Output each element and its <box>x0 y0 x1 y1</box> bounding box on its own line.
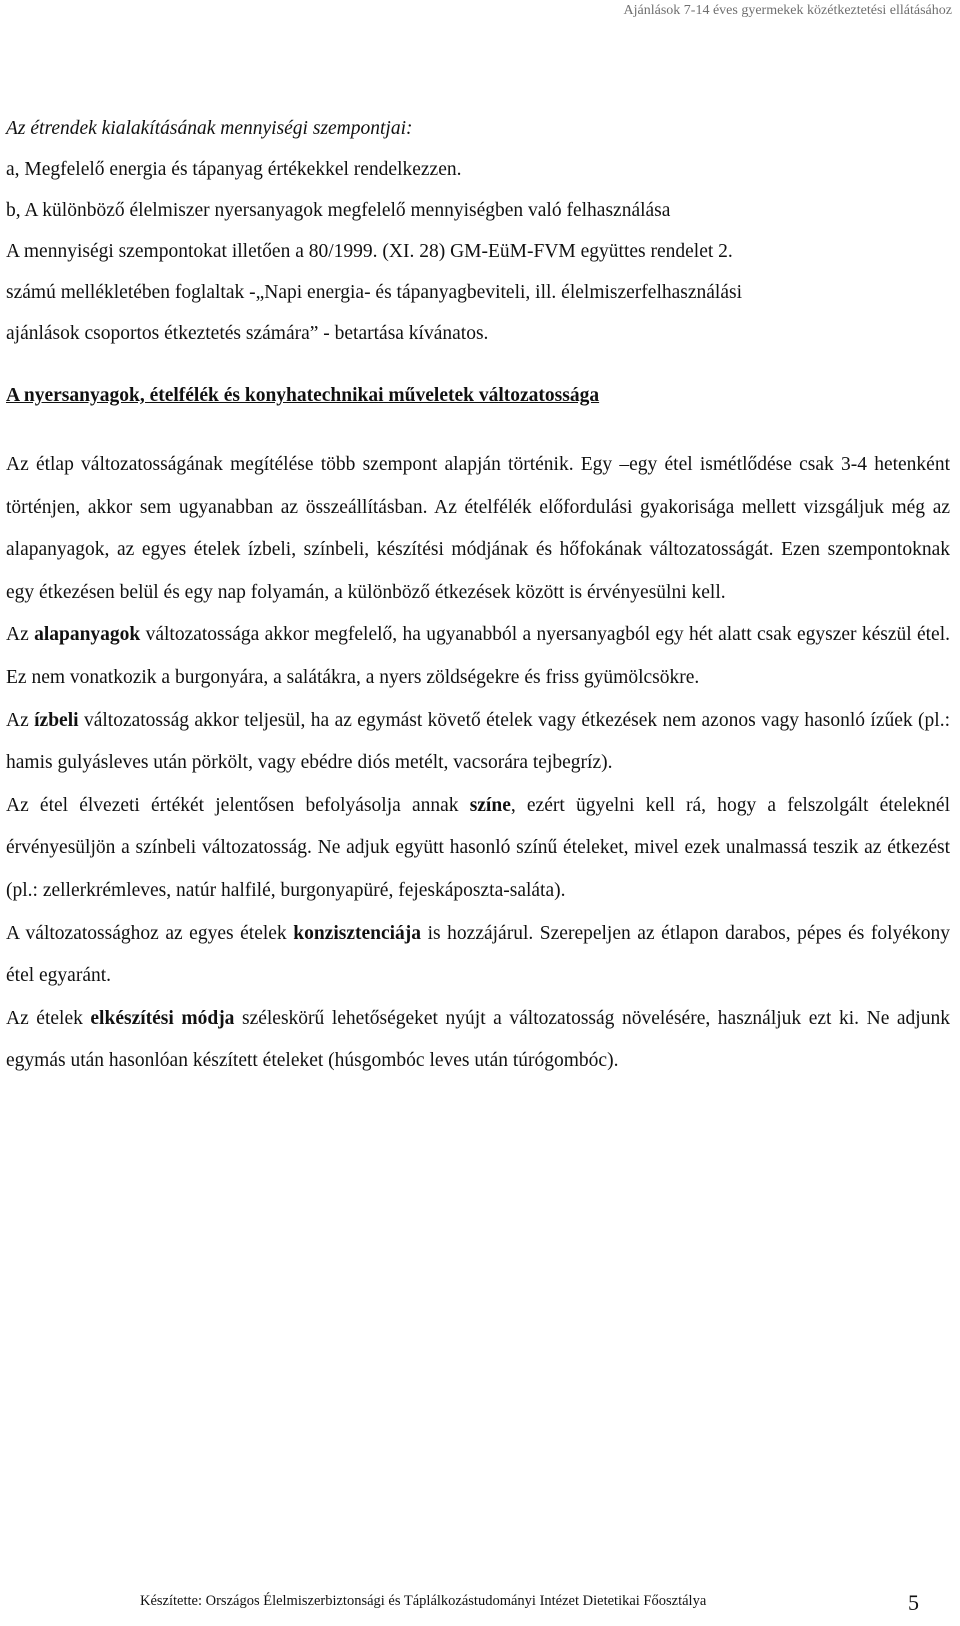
page-number: 5 <box>908 1590 919 1615</box>
emphasis-consistency: konzisztenciája <box>293 922 422 944</box>
intro-block <box>6 108 950 354</box>
footer-credit: Készítette: Országos Élelmiszerbiztonsági és Táplálkozástudományi Intézet Dietetikai Főosztálya <box>140 1593 707 1609</box>
running-header: Ajánlások 7-14 éves gyermekek közétkeztetési ellátásához <box>623 3 952 18</box>
section-title: A nyersanyagok, ételfélék és konyhatechnikai műveletek változatossága <box>6 385 600 406</box>
intro-item-b: b, A különböző élelmiszer nyersanyagok megfelelő mennyiségben való felhasználása <box>6 200 671 221</box>
emphasis-preparation: elkészítési módja <box>90 1007 235 1029</box>
emphasis-color: színe <box>469 794 511 816</box>
intro-heading: Az étrendek kialakításának mennyiségi szempontjai: <box>6 118 413 139</box>
page-content <box>6 108 950 1083</box>
paragraph-consistency: A változatossághoz az egyes ételek konzisztenciája is hozzájárul. Szerepeljen az étlapon darabos, pépes és folyékony étel egyaránt. <box>6 922 950 987</box>
emphasis-ingredients: alapanyagok <box>34 624 141 646</box>
paragraph-color: Az étel élvezeti értékét jelentősen befolyásolja annak színe, ezért ügyelni kell rá, hogy a felszolgált ételeknél érvényesüljön a színbeli változatosság. Ne adjuk együtt hasonló színű ételeket, mivel ezek unalmassá teszik az étkezést (pl.: zellerkrémleves, natúr halfilé, burgonyapüré, fejeskáposzta-saláta). <box>6 794 950 901</box>
paragraph-variety-overview: Az étlap változatosságának megítélése több szempont alapján történik. Egy –egy étel ismétlődése csak 3-4 hetenként történjen, akkor sem ugyanabban az összeállításban. Az ételfélék előfordulási gyakorisága mellett vizsgáljuk még az alapanyagok, az egyes ételek ízbeli, színbeli, készítési módjának és hőfokának változatosságát. Ezen szempontoknak egy étkezésen belül és egy nap folyamán, a különböző étkezések között is érvényesülni kell. <box>6 454 950 603</box>
intro-item-a: a, Megfelelő energia és tápanyag értékekkel rendelkezzen. <box>6 159 462 180</box>
regulation-line-2: számú mellékletében foglaltak -„Napi energia- és tápanyagbeviteli, ill. élelmiszerfelhasználási <box>6 282 742 303</box>
body-text <box>6 444 950 1083</box>
paragraph-preparation: Az ételek elkészítési módja széleskörű lehetőségeket nyújt a változatosság növelésére, használjuk ezt ki. Ne adjunk egymás után hasonlóan készített ételeket (húsgombóc leves után túrógombóc). <box>6 1007 950 1072</box>
paragraph-ingredients: Az alapanyagok változatossága akkor megfelelő, ha ugyanabból a nyersanyagból egy hét alatt csak egyszer készül étel. Ez nem vonatkozik a burgonyára, a salátákra, a nyers zöldségekre és friss gyümölcsökre. <box>6 624 950 688</box>
regulation-line-3: ajánlások csoportos étkeztetés számára” - betartása kívánatos. <box>6 323 489 344</box>
regulation-line-1: A mennyiségi szempontokat illetően a 80/1999. (XI. 28) GM-EüM-FVM együttes rendelet 2. <box>6 241 733 262</box>
paragraph-taste: Az ízbeli változatosság akkor teljesül, ha az egymást követő ételek vagy étkezések nem azonos vagy hasonló ízűek (pl.: hamis gulyásleves után pörkölt, vagy ebédre diós metélt, vacsorára tejbegríz). <box>6 709 950 774</box>
emphasis-taste: ízbeli <box>34 709 79 731</box>
